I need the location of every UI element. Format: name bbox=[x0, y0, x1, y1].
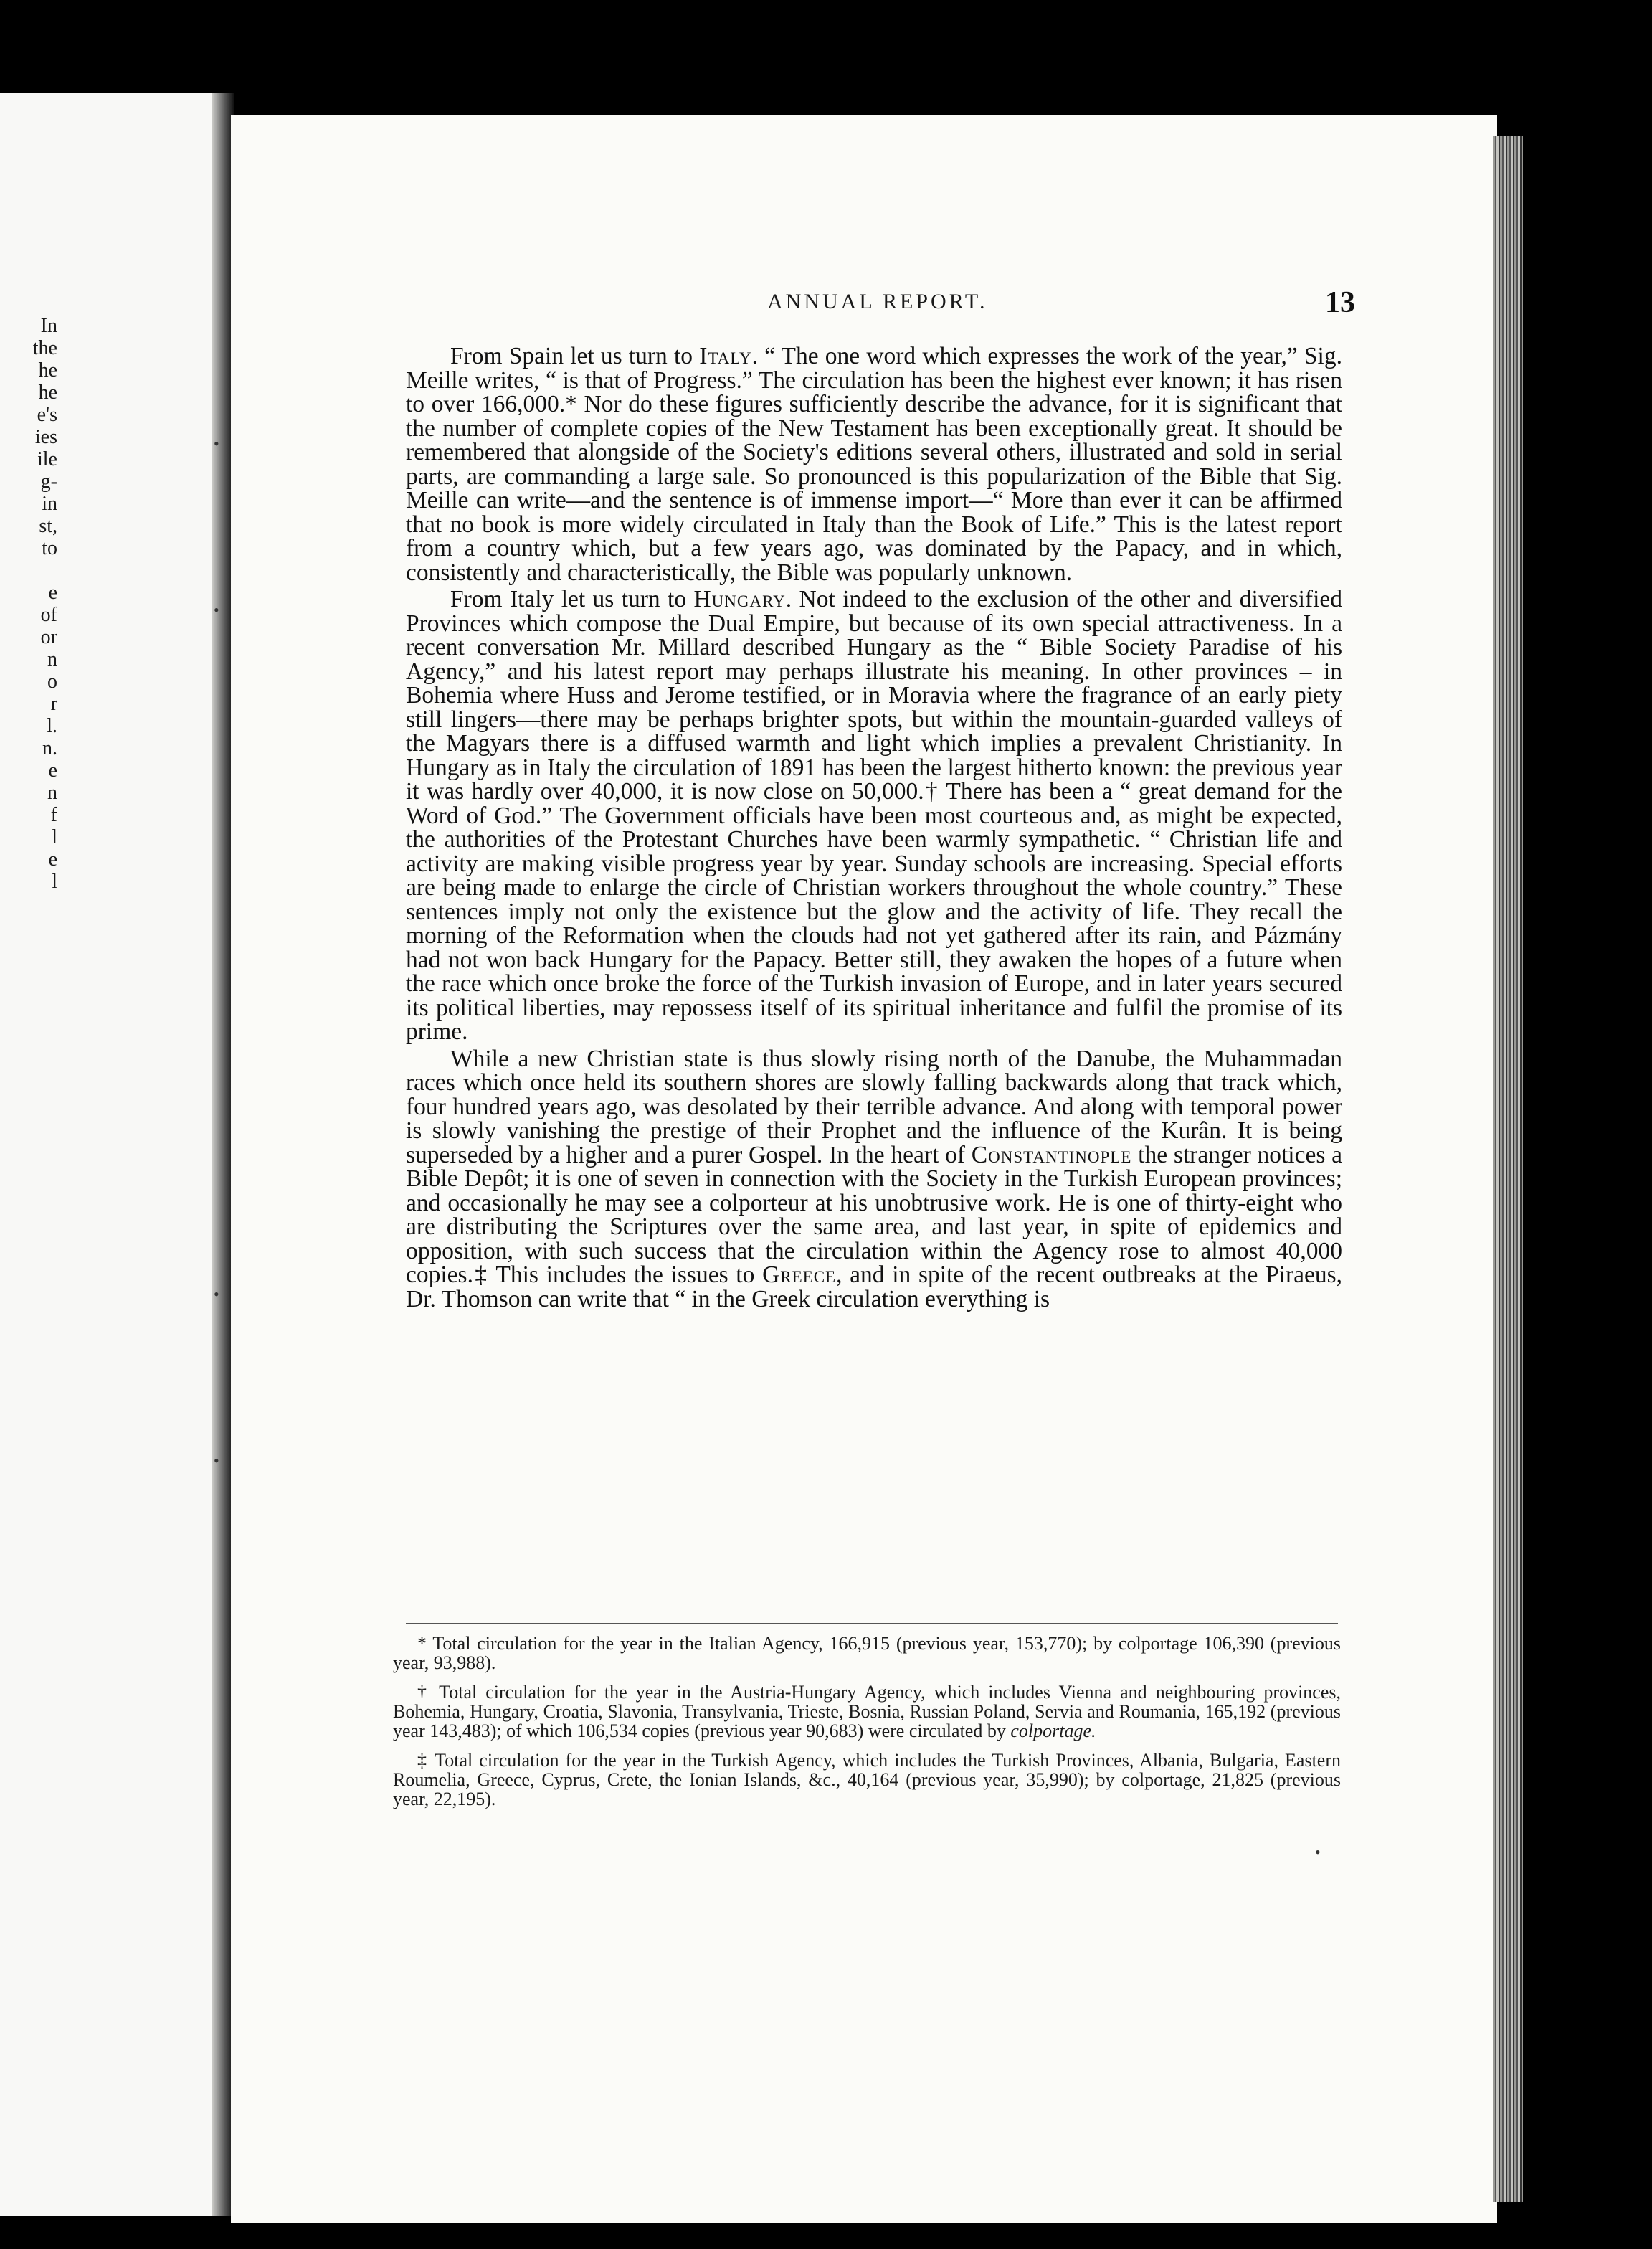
paragraph-italy-text: . “ The one word which expresses the work of the year,” Sig. Meille writes, “ is that of Progress.” The circulation has been the highest ever known; it has risen to over 166,000.* Nor do these figures sufficiently describe the advance, for it is significant that the number of complete copies of the New Testament has been exceptionally great. It should be remembered that alongside of the Society's editions several others, illustrated and sold in serial parts, are commanding a large sale. So pronounced is this popularization of the Bible that Sig. Meille can write—and the sentence is of immense import—“ More than ever it can be affirmed that no book is more widely circulated in Italy than the Book of Life.” This is the latest report from a country which, but a few years ago, was dominated by the Papacy, and in which, consistently and characteristically, the Bible was popularly unknown. bbox=[406, 343, 1342, 586]
paragraph-turkey-end: , and in spite of the recent outbreaks at the Piraeus, Dr. Thomson can write that “ in the Greek circulation everything is bbox=[406, 1261, 1343, 1312]
page-number: 13 bbox=[1325, 286, 1355, 319]
previous-page-fragment: l bbox=[52, 826, 57, 848]
paragraph-hungary-text: . Not indeed to the exclusion of the other and diversified Provinces which compose the Dual Empire, but because of its own special attractiveness. In a recent conversation Mr. Millard described Hungary as the “ Bible Society Paradise of his Agency,” and his latest report may perhaps illustrate his meaning. In other provinces – in Bohemia where Huss and Jerome testified, or in Moravia where the fragrance of an early piety still lingers—there may be perhaps brighter spots, but within the mountain-guarded valleys of the Magyars there is a diffused warmth and light which implies a prevalent Christianity. In Hungary as in Italy the circulation of 1891 has been the largest hitherto known: the previous year it was hardly over 40,000, it is now close on 50,000.† There has been a “ great demand for the Word of God.” The Government officials have been most courteous and, as might be expected, the authorities of the Protestant Churches have been warmly sympathetic. “ Christian life and activity are making visible progress year by year. Sunday schools are increasing. Special efforts are being made to enlarge the circle of Christian workers throughout the whole country.” These sentences imply not only the existence but the glow and the activity of life. They recall the morning of the Reformation when the clouds had not yet gathered after its rain, and Pázmány had not won back Hungary for the Papacy. Better still, they awaken the hopes of a future when the race which once broke the force of the Turkish invasion of Europe, and in later years secured its political liberties, may repossess itself of its spiritual inheritance and fulfil the promise of its prime. bbox=[406, 586, 1342, 1045]
previous-page-fragment: e bbox=[48, 848, 57, 871]
margin-mark: • bbox=[214, 1285, 219, 1303]
body-text bbox=[406, 344, 1342, 1314]
previous-page-fragment: o bbox=[47, 671, 57, 693]
margin-mark: • bbox=[214, 601, 219, 619]
previous-page-fragment: n bbox=[47, 782, 57, 804]
paragraph-turkey-intro: While a new Christian state is thus slowly rising north of the Danube, the Muhammadan races which once held its southern shores are slowly falling backwards along that track which, four hundred years ago, was desolated by their terrible advance. And along with temporal power is slowly vanishing the prestige of their Prophet and the influence of the Kurân. It is being superseded by a higher and a purer Gospel. In the heart of bbox=[406, 1045, 1342, 1168]
previous-page-fragment: ile bbox=[37, 448, 57, 470]
previous-page-fragment: in bbox=[42, 493, 57, 515]
footnote-rule bbox=[406, 1623, 1338, 1624]
place-hungary: Hungary bbox=[693, 586, 786, 612]
margin-mark: • bbox=[1315, 1843, 1321, 1861]
footnote-austria-hungary-text: † Total circulation for the year in the Austria-Hungary Agency, which includes Vienna and neighbouring provinces, Bohemia, Hungary, Croatia, Slavonia, Transylvania, Trieste, Bosnia, Russian Poland, Servia and Roumania, 165,192 (previous year 143,483); of which 106,534 copies (previous year 90,683) were circulated by bbox=[393, 1682, 1341, 1741]
previous-page-fragment: st, bbox=[39, 515, 57, 537]
previous-page-fragment: l bbox=[52, 871, 57, 893]
previous-page-fragment: of bbox=[40, 604, 57, 626]
previous-page-fragment: r bbox=[50, 693, 57, 715]
previous-page-fragment: f bbox=[50, 804, 57, 826]
previous-page-fragment: he bbox=[38, 359, 57, 382]
running-header: ANNUAL REPORT. bbox=[767, 290, 988, 313]
previous-page-fragment: e bbox=[48, 582, 57, 604]
footnote-italy: * Total circulation for the year in the Italian Agency, 166,915 (previous year, 153,770); by colportage 106,390 (previous year, 93,988). bbox=[393, 1633, 1341, 1673]
footnotes bbox=[393, 1634, 1341, 1819]
previous-page-fragment: g- bbox=[40, 470, 57, 493]
paragraph-turkey bbox=[406, 1047, 1342, 1312]
previous-page-fragment: l. bbox=[47, 715, 57, 737]
paragraph-turkey-middle: the stranger notices a Bible Depôt; it is one of seven in connection with the Society in the Turkish European provinces; and occasionally he may see a colporteur at his unobtrusive work. He is one of thirty-eight who are distributing the Scriptures over the same area, and last year, in spite of epidemics and opposition, with such success that the circulation within the Agency rose to almost 40,000 copies.‡ This includes the issues to bbox=[406, 1141, 1342, 1288]
previous-page-fragment: he bbox=[38, 382, 57, 404]
previous-page-fragment: the bbox=[32, 337, 57, 359]
place-greece: Greece bbox=[762, 1261, 837, 1288]
footnote-turkey: ‡ Total circulation for the year in the Turkish Agency, which includes the Turkish Provinces, Albania, Bulgaria, Eastern Roumelia, Greece, Cyprus, Crete, the Ionian Islands, &c., 40,164 (previous year, 35,990); by colportage, 21,825 (previous year, 22,195). bbox=[393, 1750, 1341, 1809]
paragraph-italy-intro: From Spain let us turn to bbox=[450, 343, 700, 369]
previous-page-text-fragments bbox=[0, 316, 57, 894]
previous-page-fragment bbox=[0, 560, 57, 582]
margin-mark: • bbox=[214, 1452, 219, 1469]
margin-mark: • bbox=[214, 435, 219, 453]
page-stack-edge bbox=[1493, 136, 1523, 2202]
paragraph-italy bbox=[406, 344, 1342, 584]
place-italy: Italy bbox=[699, 343, 752, 369]
paragraph-hungary bbox=[406, 587, 1342, 1044]
previous-page-fragment: or bbox=[40, 626, 57, 648]
previous-page-fragment: to bbox=[42, 537, 57, 559]
footnote-austria-hungary bbox=[393, 1682, 1341, 1741]
previous-page-fragment: n. bbox=[42, 737, 57, 759]
previous-page-fragment: ies bbox=[34, 426, 57, 448]
footnote-colportage: colportage. bbox=[1010, 1720, 1096, 1741]
paragraph-hungary-intro: From Italy let us turn to bbox=[450, 586, 694, 612]
place-constantinople: Constantinople bbox=[971, 1141, 1132, 1168]
previous-page-fragment: n bbox=[47, 648, 57, 671]
previous-page-fragment: e bbox=[48, 759, 57, 782]
previous-page-fragment: In bbox=[40, 315, 57, 337]
previous-page-fragment: e's bbox=[37, 404, 57, 426]
